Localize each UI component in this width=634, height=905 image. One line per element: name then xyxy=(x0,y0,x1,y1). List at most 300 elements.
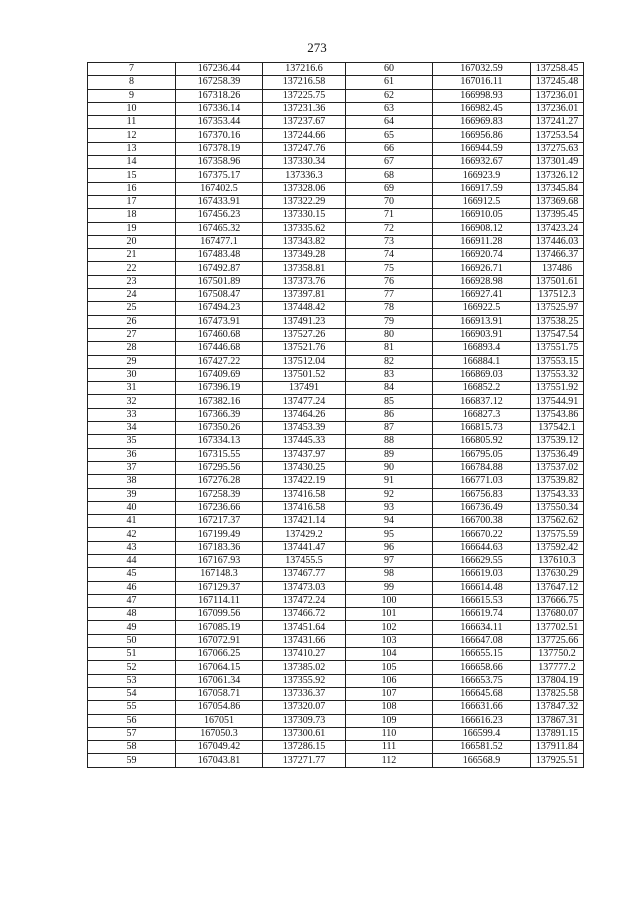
table-row xyxy=(88,76,584,89)
x-coordinate-cell: 166910.05 xyxy=(433,209,531,222)
point-number-cell: 15 xyxy=(88,169,176,182)
table-row xyxy=(88,661,584,674)
table-row xyxy=(88,501,584,514)
x-coordinate-cell: 166805.92 xyxy=(433,435,531,448)
table-row xyxy=(88,581,584,594)
x-coordinate-cell: 167492.87 xyxy=(176,262,263,275)
y-coordinate-cell: 137373.76 xyxy=(263,275,346,288)
y-coordinate-cell: 137630.29 xyxy=(531,568,584,581)
y-coordinate-cell: 137345.84 xyxy=(531,182,584,195)
x-coordinate-cell: 167446.68 xyxy=(176,342,263,355)
table-row xyxy=(88,102,584,115)
x-coordinate-cell: 167370.16 xyxy=(176,129,263,142)
x-coordinate-cell: 166920.74 xyxy=(433,249,531,262)
y-coordinate-cell: 137702.51 xyxy=(531,621,584,634)
table-row xyxy=(88,235,584,248)
x-coordinate-cell: 166615.53 xyxy=(433,594,531,607)
point-number-cell: 91 xyxy=(346,475,433,488)
x-coordinate-cell: 167114.11 xyxy=(176,594,263,607)
coordinates-table xyxy=(87,62,584,768)
point-number-cell: 37 xyxy=(88,461,176,474)
x-coordinate-cell: 166736.49 xyxy=(433,501,531,514)
y-coordinate-cell: 137241.27 xyxy=(531,116,584,129)
coordinates-table-body xyxy=(88,63,584,768)
point-number-cell: 8 xyxy=(88,76,176,89)
x-coordinate-cell: 167217.37 xyxy=(176,515,263,528)
point-number-cell: 69 xyxy=(346,182,433,195)
y-coordinate-cell: 137610.3 xyxy=(531,554,584,567)
x-coordinate-cell: 167295.56 xyxy=(176,461,263,474)
x-coordinate-cell: 166581.52 xyxy=(433,741,531,754)
y-coordinate-cell: 137336.37 xyxy=(263,687,346,700)
y-coordinate-cell: 137328.06 xyxy=(263,182,346,195)
y-coordinate-cell: 137553.15 xyxy=(531,355,584,368)
point-number-cell: 13 xyxy=(88,142,176,155)
point-number-cell: 74 xyxy=(346,249,433,262)
y-coordinate-cell: 137525.97 xyxy=(531,302,584,315)
table-row xyxy=(88,315,584,328)
table-row xyxy=(88,382,584,395)
y-coordinate-cell: 137437.97 xyxy=(263,448,346,461)
y-coordinate-cell: 137473.03 xyxy=(263,581,346,594)
point-number-cell: 52 xyxy=(88,661,176,674)
y-coordinate-cell: 137539.82 xyxy=(531,475,584,488)
y-coordinate-cell: 137544.91 xyxy=(531,395,584,408)
table-row xyxy=(88,621,584,634)
point-number-cell: 94 xyxy=(346,515,433,528)
y-coordinate-cell: 137472.24 xyxy=(263,594,346,607)
y-coordinate-cell: 137271.77 xyxy=(263,754,346,767)
x-coordinate-cell: 167483.48 xyxy=(176,249,263,262)
x-coordinate-cell: 166869.03 xyxy=(433,368,531,381)
y-coordinate-cell: 137750.2 xyxy=(531,648,584,661)
x-coordinate-cell: 166884.1 xyxy=(433,355,531,368)
point-number-cell: 47 xyxy=(88,594,176,607)
point-number-cell: 88 xyxy=(346,435,433,448)
x-coordinate-cell: 167276.28 xyxy=(176,475,263,488)
x-coordinate-cell: 167016.11 xyxy=(433,76,531,89)
x-coordinate-cell: 167460.68 xyxy=(176,328,263,341)
table-row xyxy=(88,249,584,262)
point-number-cell: 14 xyxy=(88,156,176,169)
y-coordinate-cell: 137804.19 xyxy=(531,674,584,687)
table-row xyxy=(88,156,584,169)
y-coordinate-cell: 137416.58 xyxy=(263,488,346,501)
y-coordinate-cell: 137258.45 xyxy=(531,63,584,76)
y-coordinate-cell: 137446.03 xyxy=(531,235,584,248)
point-number-cell: 98 xyxy=(346,568,433,581)
y-coordinate-cell: 137647.12 xyxy=(531,581,584,594)
table-row xyxy=(88,302,584,315)
point-number-cell: 39 xyxy=(88,488,176,501)
y-coordinate-cell: 137275.63 xyxy=(531,142,584,155)
point-number-cell: 19 xyxy=(88,222,176,235)
point-number-cell: 24 xyxy=(88,289,176,302)
x-coordinate-cell: 166911.28 xyxy=(433,235,531,248)
y-coordinate-cell: 137466.37 xyxy=(531,249,584,262)
table-row xyxy=(88,741,584,754)
table-row xyxy=(88,408,584,421)
point-number-cell: 40 xyxy=(88,501,176,514)
x-coordinate-cell: 166927.41 xyxy=(433,289,531,302)
point-number-cell: 104 xyxy=(346,648,433,661)
point-number-cell: 43 xyxy=(88,541,176,554)
y-coordinate-cell: 137385.02 xyxy=(263,661,346,674)
y-coordinate-cell: 137421.14 xyxy=(263,515,346,528)
table-row xyxy=(88,435,584,448)
point-number-cell: 73 xyxy=(346,235,433,248)
table-row xyxy=(88,275,584,288)
y-coordinate-cell: 137349.28 xyxy=(263,249,346,262)
x-coordinate-cell: 166903.91 xyxy=(433,328,531,341)
y-coordinate-cell: 137253.54 xyxy=(531,129,584,142)
y-coordinate-cell: 137231.36 xyxy=(263,102,346,115)
point-number-cell: 96 xyxy=(346,541,433,554)
x-coordinate-cell: 167043.81 xyxy=(176,754,263,767)
table-row xyxy=(88,222,584,235)
point-number-cell: 53 xyxy=(88,674,176,687)
x-coordinate-cell: 166634.11 xyxy=(433,621,531,634)
y-coordinate-cell: 137911.84 xyxy=(531,741,584,754)
table-row xyxy=(88,515,584,528)
y-coordinate-cell: 137397.81 xyxy=(263,289,346,302)
y-coordinate-cell: 137538.25 xyxy=(531,315,584,328)
point-number-cell: 84 xyxy=(346,382,433,395)
point-number-cell: 102 xyxy=(346,621,433,634)
x-coordinate-cell: 167032.59 xyxy=(433,63,531,76)
y-coordinate-cell: 137320.07 xyxy=(263,701,346,714)
y-coordinate-cell: 137369.68 xyxy=(531,195,584,208)
table-row xyxy=(88,342,584,355)
y-coordinate-cell: 137422.19 xyxy=(263,475,346,488)
point-number-cell: 35 xyxy=(88,435,176,448)
y-coordinate-cell: 137441.47 xyxy=(263,541,346,554)
point-number-cell: 29 xyxy=(88,355,176,368)
point-number-cell: 72 xyxy=(346,222,433,235)
y-coordinate-cell: 137867.31 xyxy=(531,714,584,727)
x-coordinate-cell: 166614.48 xyxy=(433,581,531,594)
x-coordinate-cell: 166982.45 xyxy=(433,102,531,115)
point-number-cell: 109 xyxy=(346,714,433,727)
table-row xyxy=(88,754,584,767)
x-coordinate-cell: 166917.59 xyxy=(433,182,531,195)
y-coordinate-cell: 137244.66 xyxy=(263,129,346,142)
x-coordinate-cell: 166956.86 xyxy=(433,129,531,142)
table-row xyxy=(88,461,584,474)
point-number-cell: 58 xyxy=(88,741,176,754)
y-coordinate-cell: 137592.42 xyxy=(531,541,584,554)
table-row xyxy=(88,554,584,567)
x-coordinate-cell: 166629.55 xyxy=(433,554,531,567)
point-number-cell: 93 xyxy=(346,501,433,514)
point-number-cell: 110 xyxy=(346,727,433,740)
point-number-cell: 79 xyxy=(346,315,433,328)
y-coordinate-cell: 137891.15 xyxy=(531,727,584,740)
y-coordinate-cell: 137300.61 xyxy=(263,727,346,740)
table-row xyxy=(88,634,584,647)
table-row xyxy=(88,568,584,581)
table-row xyxy=(88,63,584,76)
point-number-cell: 59 xyxy=(88,754,176,767)
x-coordinate-cell: 166653.75 xyxy=(433,674,531,687)
y-coordinate-cell: 137322.29 xyxy=(263,195,346,208)
point-number-cell: 63 xyxy=(346,102,433,115)
point-number-cell: 106 xyxy=(346,674,433,687)
x-coordinate-cell: 167378.19 xyxy=(176,142,263,155)
point-number-cell: 108 xyxy=(346,701,433,714)
y-coordinate-cell: 137551.92 xyxy=(531,382,584,395)
y-coordinate-cell: 137466.72 xyxy=(263,608,346,621)
y-coordinate-cell: 137512.3 xyxy=(531,289,584,302)
x-coordinate-cell: 166926.71 xyxy=(433,262,531,275)
y-coordinate-cell: 137236.01 xyxy=(531,89,584,102)
page-number: 273 xyxy=(307,40,327,55)
point-number-cell: 71 xyxy=(346,209,433,222)
point-number-cell: 27 xyxy=(88,328,176,341)
x-coordinate-cell: 167473.91 xyxy=(176,315,263,328)
x-coordinate-cell: 167350.26 xyxy=(176,422,263,435)
x-coordinate-cell: 167258.39 xyxy=(176,488,263,501)
point-number-cell: 57 xyxy=(88,727,176,740)
x-coordinate-cell: 166784.88 xyxy=(433,461,531,474)
x-coordinate-cell: 166893.4 xyxy=(433,342,531,355)
point-number-cell: 78 xyxy=(346,302,433,315)
point-number-cell: 87 xyxy=(346,422,433,435)
y-coordinate-cell: 137464.26 xyxy=(263,408,346,421)
table-row xyxy=(88,608,584,621)
x-coordinate-cell: 167058.71 xyxy=(176,687,263,700)
table-row xyxy=(88,687,584,700)
y-coordinate-cell: 137543.33 xyxy=(531,488,584,501)
x-coordinate-cell: 166616.23 xyxy=(433,714,531,727)
x-coordinate-cell: 167318.26 xyxy=(176,89,263,102)
point-number-cell: 11 xyxy=(88,116,176,129)
table-row xyxy=(88,674,584,687)
point-number-cell: 38 xyxy=(88,475,176,488)
y-coordinate-cell: 137247.76 xyxy=(263,142,346,155)
y-coordinate-cell: 137453.39 xyxy=(263,422,346,435)
point-number-cell: 75 xyxy=(346,262,433,275)
point-number-cell: 46 xyxy=(88,581,176,594)
table-row xyxy=(88,422,584,435)
y-coordinate-cell: 137501.61 xyxy=(531,275,584,288)
point-number-cell: 9 xyxy=(88,89,176,102)
y-coordinate-cell: 137445.33 xyxy=(263,435,346,448)
table-row xyxy=(88,448,584,461)
y-coordinate-cell: 137330.34 xyxy=(263,156,346,169)
y-coordinate-cell: 137430.25 xyxy=(263,461,346,474)
x-coordinate-cell: 166969.83 xyxy=(433,116,531,129)
table-row xyxy=(88,528,584,541)
y-coordinate-cell: 137553.32 xyxy=(531,368,584,381)
point-number-cell: 82 xyxy=(346,355,433,368)
x-coordinate-cell: 167396.19 xyxy=(176,382,263,395)
table-row xyxy=(88,209,584,222)
x-coordinate-cell: 167054.86 xyxy=(176,701,263,714)
y-coordinate-cell: 137725.66 xyxy=(531,634,584,647)
x-coordinate-cell: 166756.83 xyxy=(433,488,531,501)
point-number-cell: 49 xyxy=(88,621,176,634)
point-number-cell: 26 xyxy=(88,315,176,328)
table-row xyxy=(88,142,584,155)
point-number-cell: 103 xyxy=(346,634,433,647)
y-coordinate-cell: 137236.01 xyxy=(531,102,584,115)
y-coordinate-cell: 137216.58 xyxy=(263,76,346,89)
y-coordinate-cell: 137455.5 xyxy=(263,554,346,567)
x-coordinate-cell: 167258.39 xyxy=(176,76,263,89)
point-number-cell: 77 xyxy=(346,289,433,302)
point-number-cell: 85 xyxy=(346,395,433,408)
y-coordinate-cell: 137416.58 xyxy=(263,501,346,514)
table-row xyxy=(88,89,584,102)
point-number-cell: 54 xyxy=(88,687,176,700)
x-coordinate-cell: 166944.59 xyxy=(433,142,531,155)
point-number-cell: 51 xyxy=(88,648,176,661)
y-coordinate-cell: 137395.45 xyxy=(531,209,584,222)
x-coordinate-cell: 167456.23 xyxy=(176,209,263,222)
point-number-cell: 20 xyxy=(88,235,176,248)
y-coordinate-cell: 137491 xyxy=(263,382,346,395)
point-number-cell: 70 xyxy=(346,195,433,208)
point-number-cell: 100 xyxy=(346,594,433,607)
y-coordinate-cell: 137847.32 xyxy=(531,701,584,714)
x-coordinate-cell: 167129.37 xyxy=(176,581,263,594)
y-coordinate-cell: 137543.86 xyxy=(531,408,584,421)
table-row xyxy=(88,368,584,381)
y-coordinate-cell: 137547.54 xyxy=(531,328,584,341)
y-coordinate-cell: 137431.66 xyxy=(263,634,346,647)
x-coordinate-cell: 167366.39 xyxy=(176,408,263,421)
y-coordinate-cell: 137326.12 xyxy=(531,169,584,182)
x-coordinate-cell: 166928.98 xyxy=(433,275,531,288)
x-coordinate-cell: 166655.15 xyxy=(433,648,531,661)
x-coordinate-cell: 166912.5 xyxy=(433,195,531,208)
x-coordinate-cell: 167099.56 xyxy=(176,608,263,621)
x-coordinate-cell: 167494.23 xyxy=(176,302,263,315)
x-coordinate-cell: 167072.91 xyxy=(176,634,263,647)
point-number-cell: 10 xyxy=(88,102,176,115)
x-coordinate-cell: 167353.44 xyxy=(176,116,263,129)
point-number-cell: 80 xyxy=(346,328,433,341)
x-coordinate-cell: 166795.05 xyxy=(433,448,531,461)
x-coordinate-cell: 167148.3 xyxy=(176,568,263,581)
y-coordinate-cell: 137542.1 xyxy=(531,422,584,435)
x-coordinate-cell: 166837.12 xyxy=(433,395,531,408)
y-coordinate-cell: 137550.34 xyxy=(531,501,584,514)
x-coordinate-cell: 167477.1 xyxy=(176,235,263,248)
x-coordinate-cell: 167183.36 xyxy=(176,541,263,554)
point-number-cell: 99 xyxy=(346,581,433,594)
x-coordinate-cell: 167236.44 xyxy=(176,63,263,76)
y-coordinate-cell: 137423.24 xyxy=(531,222,584,235)
x-coordinate-cell: 167375.17 xyxy=(176,169,263,182)
x-coordinate-cell: 166700.38 xyxy=(433,515,531,528)
point-number-cell: 90 xyxy=(346,461,433,474)
x-coordinate-cell: 167050.3 xyxy=(176,727,263,740)
y-coordinate-cell: 137539.12 xyxy=(531,435,584,448)
y-coordinate-cell: 137245.48 xyxy=(531,76,584,89)
table-row xyxy=(88,195,584,208)
x-coordinate-cell: 167315.55 xyxy=(176,448,263,461)
x-coordinate-cell: 167336.14 xyxy=(176,102,263,115)
y-coordinate-cell: 137512.04 xyxy=(263,355,346,368)
x-coordinate-cell: 166619.03 xyxy=(433,568,531,581)
point-number-cell: 22 xyxy=(88,262,176,275)
point-number-cell: 66 xyxy=(346,142,433,155)
point-number-cell: 44 xyxy=(88,554,176,567)
table-row xyxy=(88,262,584,275)
point-number-cell: 97 xyxy=(346,554,433,567)
y-coordinate-cell: 137309.73 xyxy=(263,714,346,727)
table-row xyxy=(88,488,584,501)
point-number-cell: 76 xyxy=(346,275,433,288)
table-row xyxy=(88,355,584,368)
point-number-cell: 16 xyxy=(88,182,176,195)
x-coordinate-cell: 167334.13 xyxy=(176,435,263,448)
table-row xyxy=(88,475,584,488)
x-coordinate-cell: 166644.63 xyxy=(433,541,531,554)
table-row xyxy=(88,648,584,661)
point-number-cell: 105 xyxy=(346,661,433,674)
y-coordinate-cell: 137355.92 xyxy=(263,674,346,687)
x-coordinate-cell: 167427.22 xyxy=(176,355,263,368)
point-number-cell: 41 xyxy=(88,515,176,528)
y-coordinate-cell: 137225.75 xyxy=(263,89,346,102)
table-row xyxy=(88,594,584,607)
point-number-cell: 65 xyxy=(346,129,433,142)
point-number-cell: 34 xyxy=(88,422,176,435)
point-number-cell: 21 xyxy=(88,249,176,262)
x-coordinate-cell: 167049.42 xyxy=(176,741,263,754)
y-coordinate-cell: 137216.6 xyxy=(263,63,346,76)
x-coordinate-cell: 167358.96 xyxy=(176,156,263,169)
x-coordinate-cell: 167508.47 xyxy=(176,289,263,302)
y-coordinate-cell: 137486 xyxy=(531,262,584,275)
x-coordinate-cell: 167064.15 xyxy=(176,661,263,674)
x-coordinate-cell: 166631.66 xyxy=(433,701,531,714)
x-coordinate-cell: 166619.74 xyxy=(433,608,531,621)
point-number-cell: 17 xyxy=(88,195,176,208)
y-coordinate-cell: 137536.49 xyxy=(531,448,584,461)
point-number-cell: 32 xyxy=(88,395,176,408)
table-row xyxy=(88,129,584,142)
point-number-cell: 89 xyxy=(346,448,433,461)
point-number-cell: 48 xyxy=(88,608,176,621)
x-coordinate-cell: 166670.22 xyxy=(433,528,531,541)
y-coordinate-cell: 137343.82 xyxy=(263,235,346,248)
y-coordinate-cell: 137410.27 xyxy=(263,648,346,661)
y-coordinate-cell: 137537.02 xyxy=(531,461,584,474)
point-number-cell: 67 xyxy=(346,156,433,169)
table-row xyxy=(88,701,584,714)
x-coordinate-cell: 166932.67 xyxy=(433,156,531,169)
point-number-cell: 12 xyxy=(88,129,176,142)
x-coordinate-cell: 166771.03 xyxy=(433,475,531,488)
y-coordinate-cell: 137521.76 xyxy=(263,342,346,355)
point-number-cell: 55 xyxy=(88,701,176,714)
y-coordinate-cell: 137429.2 xyxy=(263,528,346,541)
y-coordinate-cell: 137666.75 xyxy=(531,594,584,607)
y-coordinate-cell: 137467.77 xyxy=(263,568,346,581)
x-coordinate-cell: 166998.93 xyxy=(433,89,531,102)
y-coordinate-cell: 137501.52 xyxy=(263,368,346,381)
y-coordinate-cell: 137825.58 xyxy=(531,687,584,700)
x-coordinate-cell: 166815.73 xyxy=(433,422,531,435)
x-coordinate-cell: 166922.5 xyxy=(433,302,531,315)
point-number-cell: 112 xyxy=(346,754,433,767)
y-coordinate-cell: 137330.15 xyxy=(263,209,346,222)
point-number-cell: 28 xyxy=(88,342,176,355)
